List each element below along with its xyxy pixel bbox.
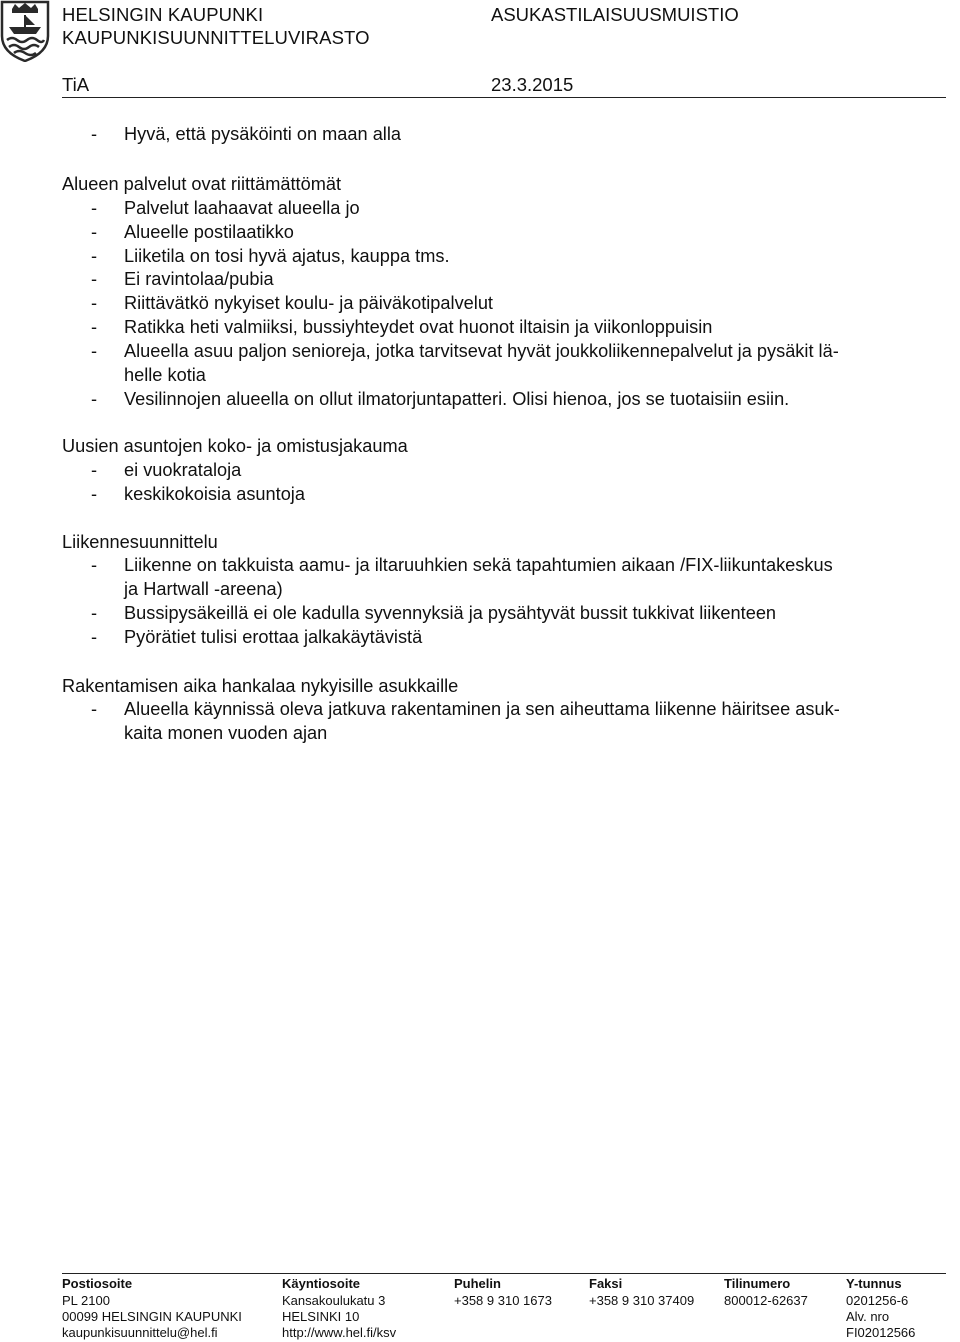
section-heading-traffic: Liikennesuunnittelu — [62, 532, 218, 552]
header-divider — [62, 97, 946, 98]
footer-divider — [62, 1273, 946, 1274]
department-name: KAUPUNKISUUNNITTELUVIRASTO — [62, 27, 370, 48]
unit-code: TiA — [62, 74, 90, 95]
section-heading-construction: Rakentamisen aika hankalaa nykyisille asukkaille — [62, 676, 459, 696]
footer-business-id: Y-tunnus 0201256-6 Alv. nro FI02012566 — [846, 1276, 916, 1340]
document-date: 23.3.2015 — [491, 74, 574, 95]
document-type: ASUKASTILAISUUSMUISTIO — [491, 4, 739, 25]
section-heading-housing: Uusien asuntojen koko- ja omistusjakauma — [62, 436, 408, 456]
footer-account-number: Tilinumero 800012-62637 — [724, 1276, 808, 1308]
footer-email: kaupunkisuunnittelu@hel.fi — [62, 1325, 218, 1340]
organization-name: HELSINGIN KAUPUNKI — [62, 4, 264, 25]
footer-visiting-address: Käyntiosoite Kansakoulukatu 3 HELSINKI 10 http://www.hel.fi/ksv — [282, 1276, 397, 1340]
footer-website: http://www.hel.fi/ksv — [282, 1325, 397, 1340]
footer-postal-address: Postiosoite PL 2100 00099 HELSINGIN KAUPUNKI kaupunkisuunnittelu@hel.fi — [62, 1276, 242, 1340]
footer-fax: Faksi +358 9 310 37409 — [589, 1276, 695, 1308]
helsinki-crest-logo — [0, 0, 50, 62]
footer-phone: Puhelin +358 9 310 1673 — [454, 1276, 552, 1308]
section-heading-services: Alueen palvelut ovat riittämättömät — [62, 174, 342, 194]
